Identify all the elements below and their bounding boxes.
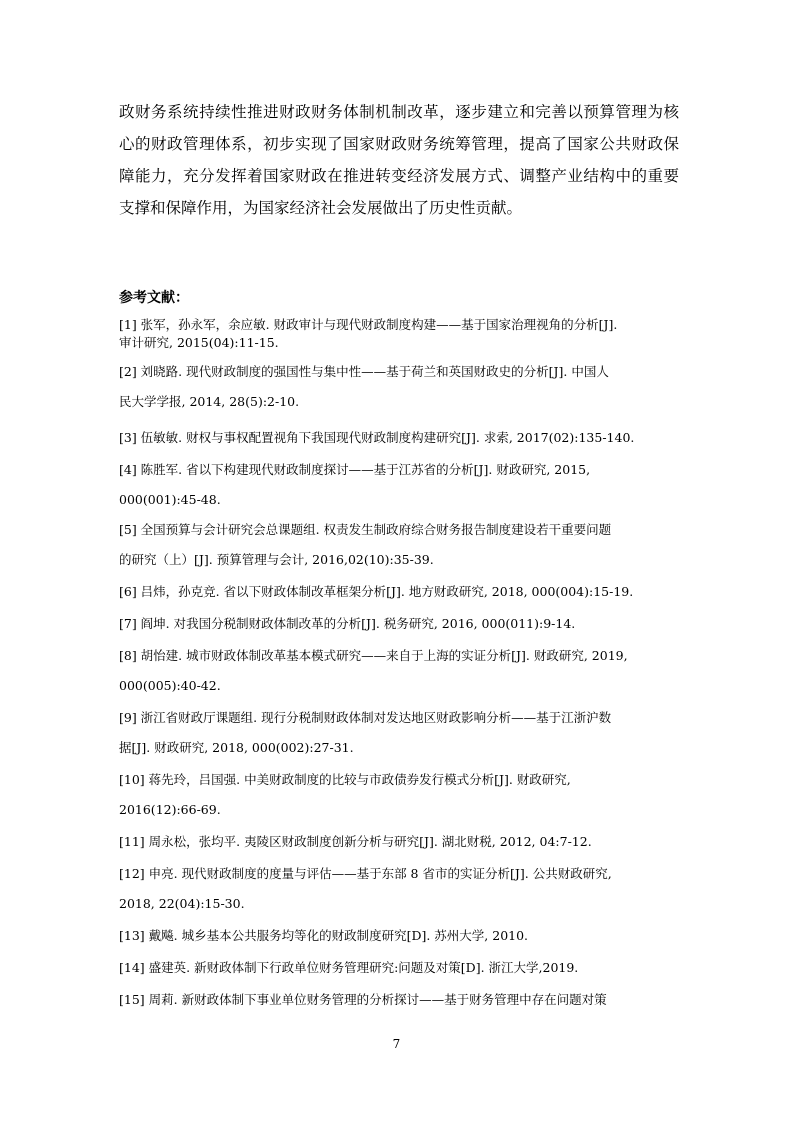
references-heading: 参考文献： xyxy=(119,290,189,306)
reference-item xyxy=(119,859,675,919)
page-number: 7 xyxy=(392,1037,401,1051)
reference-item xyxy=(119,703,675,763)
paragraph-line: 心的财政管理体系，初步实现了国家财政财务统筹管理，提高了国家公共财政保 xyxy=(119,135,679,153)
reference-line: 2018, 22(04):15-30. xyxy=(119,896,245,911)
reference-line: [5] 全国预算与会计研究会总课题组. 权责发生制政府综合财务报告制度建设若干重要问题 xyxy=(119,522,612,537)
reference-item xyxy=(119,765,675,825)
reference-line: [8] 胡怡建. 城市财政体制改革基本模式研究——来自于上海的实证分析[J]. 财政研究, 2019, xyxy=(119,648,628,663)
reference-line: [9] 浙江省财政厅课题组. 现行分税制财政体制对发达地区财政影响分析——基于江浙沪数 xyxy=(119,710,612,725)
reference-line: [2] 刘晓路. 现代财政制度的强国性与集中性——基于荷兰和英国财政史的分析[J]. 中国人 xyxy=(119,364,609,379)
reference-line: [10] 蒋先玲，吕国强. 中美财政制度的比较与市政债券发行模式分析[J]. 财政研究, xyxy=(119,772,571,787)
reference-line: [6] 吕炜，孙克竞. 省以下财政体制改革框架分析[J]. 地方财政研究, 2018, 000(004):15-19. xyxy=(119,584,634,599)
reference-item xyxy=(119,641,675,701)
paragraph-line: 支撑和保障作用，为国家经济社会发展做出了历史性贡献。 xyxy=(119,199,523,217)
reference-line: [13] 戴飚. 城乡基本公共服务均等化的财政制度研究[D]. 苏州大学, 2010. xyxy=(119,928,529,943)
paragraph-line: 障能力，充分发挥着国家财政在推进转变经济发展方式、调整产业结构中的重要 xyxy=(119,167,679,185)
reference-item xyxy=(119,985,675,1015)
reference-line: 000(005):40-42. xyxy=(119,678,221,693)
reference-line: 据[J]. 财政研究, 2018, 000(002):27-31. xyxy=(119,740,354,755)
reference-line: [11] 周永松，张均平. 夷陵区财政制度创新分析与研究[J]. 湖北财税, 2012, 04:7-12. xyxy=(119,834,592,849)
reference-line: [1] 张军，孙永军，余应敏. 财政审计与现代财政制度构建——基于国家治理视角的分析[J]. xyxy=(119,317,618,332)
reference-line: [4] 陈胜军. 省以下构建现代财政制度探讨——基于江苏省的分析[J]. 财政研究, 2015, xyxy=(119,462,591,477)
reference-item xyxy=(119,357,675,417)
reference-item xyxy=(119,515,675,575)
reference-item xyxy=(119,455,675,515)
reference-line: [12] 申亮. 现代财政制度的度量与评估——基于东部 8 省市的实证分析[J]. 公共财政研究, xyxy=(119,866,612,881)
reference-item xyxy=(119,423,675,453)
reference-line: [14] 盛建英. 新财政体制下行政单位财务管理研究:问题及对策[D]. 浙江大学,2019. xyxy=(119,960,579,975)
reference-line: 000(001):45-48. xyxy=(119,492,221,507)
reference-line: 审计研究, 2015(04):11-15. xyxy=(119,335,279,350)
reference-line: [7] 阎坤. 对我国分税制财政体制改革的分析[J]. 税务研究, 2016, 000(011):9-14. xyxy=(119,616,576,631)
reference-line: 的研究（上）[J]. 预算管理与会计, 2016,02(10):35-39. xyxy=(119,552,434,567)
reference-line: [15] 周莉. 新财政体制下事业单位财务管理的分析探讨——基于财务管理中存在问题对策 xyxy=(119,992,607,1007)
reference-item xyxy=(119,827,675,857)
reference-line: 2016(12):66-69. xyxy=(119,802,221,817)
reference-line: [3] 伍敏敏. 财权与事权配置视角下我国现代财政制度构建研究[J]. 求索, 2017(02):135-140. xyxy=(119,430,635,445)
reference-item xyxy=(119,577,675,607)
reference-item xyxy=(119,609,675,639)
reference-line: 民大学学报, 2014, 28(5):2-10. xyxy=(119,394,300,409)
reference-item xyxy=(119,953,675,983)
body-paragraph xyxy=(119,96,679,224)
reference-item xyxy=(119,921,675,951)
paragraph-line: 政财务系统持续性推进财政财务体制机制改革，逐步建立和完善以预算管理为核 xyxy=(119,103,679,121)
reference-item xyxy=(119,316,675,352)
